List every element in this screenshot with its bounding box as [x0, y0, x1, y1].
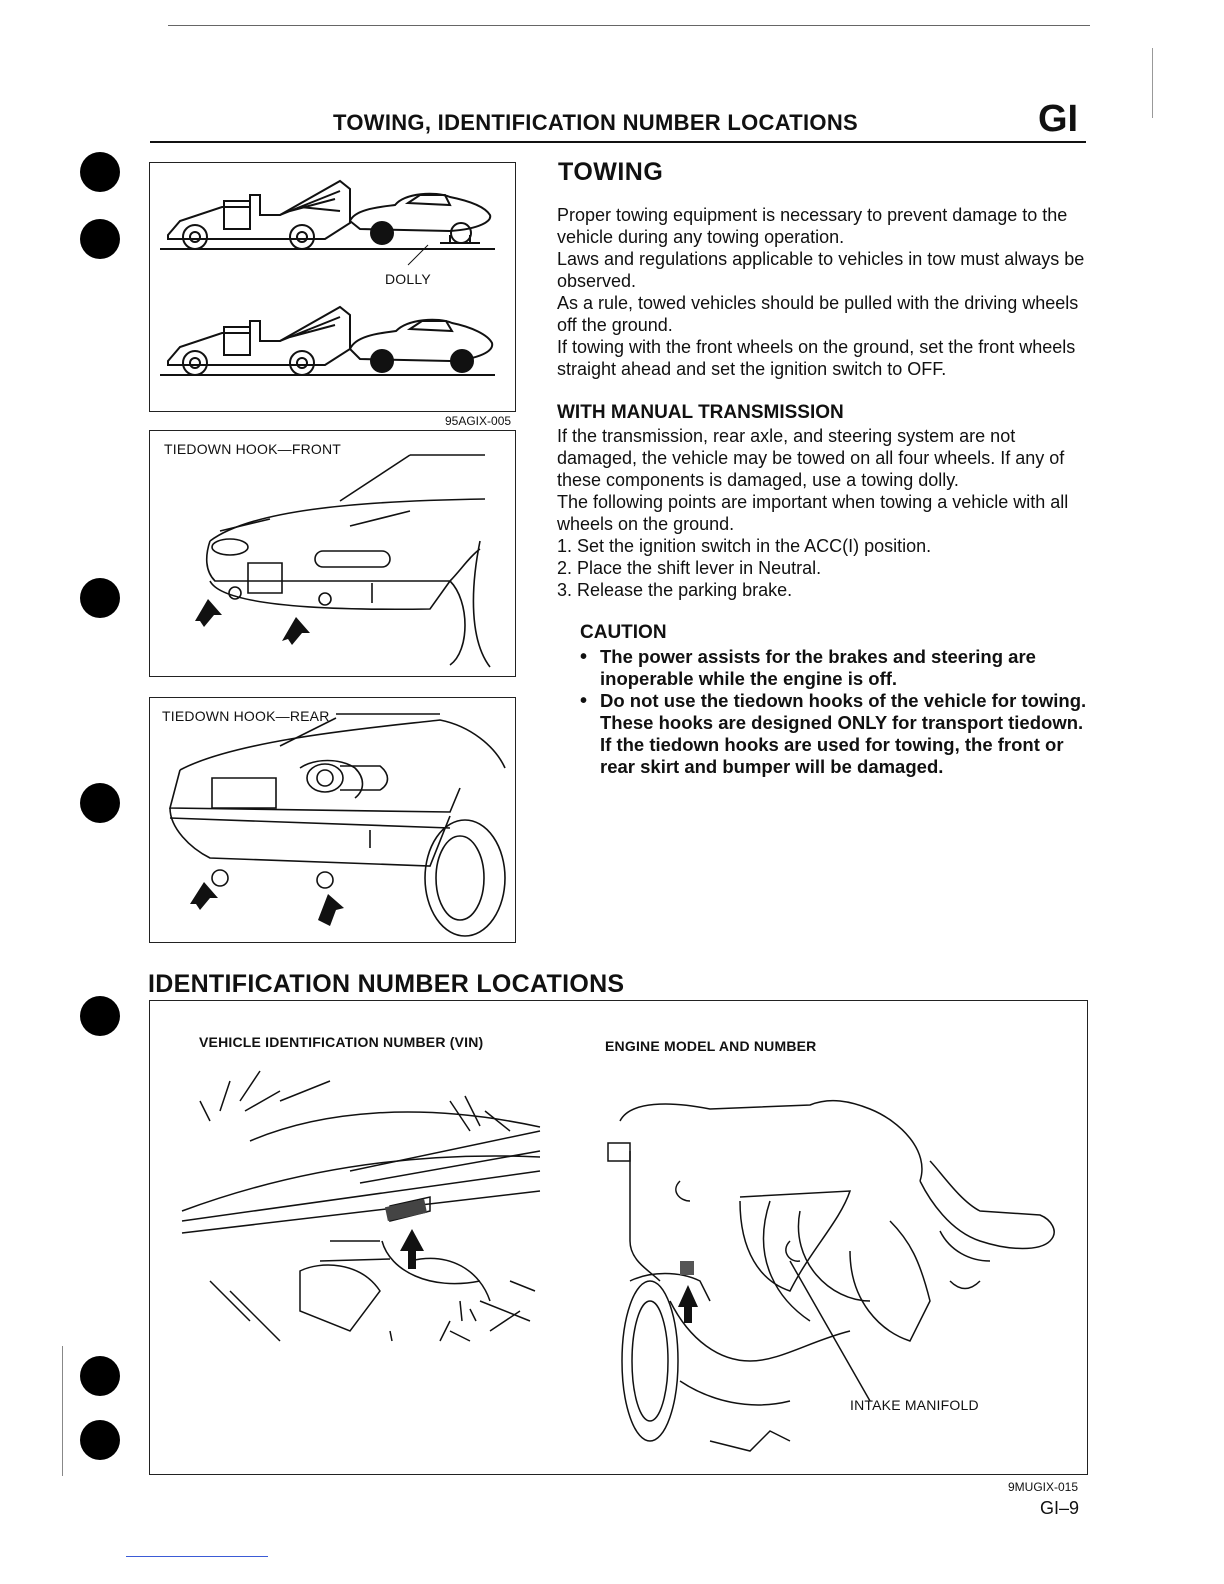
rear-hook-figure [149, 697, 516, 943]
towing-para-1: Proper towing equipment is necessary to prevent damage to the vehicle during any towing operation. [557, 205, 1068, 247]
binder-hole-6 [80, 1356, 120, 1396]
id-figure [149, 1000, 1088, 1475]
id-figure-code: 9MUGIX-015 [1008, 1480, 1079, 1494]
bottom-scan-line [126, 1556, 268, 1557]
binder-hole-5 [80, 996, 120, 1036]
page-number: GI–9 [1040, 1498, 1080, 1518]
towing-para-2: Laws and regulations applicable to vehicles in tow must always be observed. [557, 249, 1085, 291]
right-scan-mark [1152, 48, 1153, 118]
caution-heading: CAUTION [580, 622, 667, 643]
caution-item-1: • The power assists for the brakes and steering are inoperable while the engine is off. [578, 646, 1088, 690]
manual-para-1: If the transmission, rear axle, and steering system are not damaged, the vehicle may be towed on all four wheels. If any of these components is damaged, use a towing dolly. [557, 426, 1065, 490]
rear-hook-illustration [150, 698, 517, 944]
binder-hole-3 [80, 578, 120, 618]
binder-hole-7 [80, 1420, 120, 1460]
engine-label: ENGINE MODEL AND NUMBER [605, 1038, 817, 1054]
towing-figure [149, 162, 516, 412]
manual-step-3: 3. Release the parking brake. [557, 580, 793, 600]
caution-item-2: • Do not use the tiedown hooks of the vehicle for towing. These hooks are designed ONLY for transport tiedown. If the tiedown hooks are used for towing, the front or rear skirt and bumper will be damaged. [578, 690, 1088, 778]
header-rule [150, 141, 1086, 143]
towing-heading: TOWING [558, 158, 664, 186]
vin-label: VEHICLE IDENTIFICATION NUMBER (VIN) [199, 1034, 484, 1050]
towing-figure-code: 95AGIX-005 [445, 414, 512, 428]
tow-truck-illustration [150, 163, 517, 413]
vin-illustration [150, 1001, 1089, 1476]
front-hook-illustration [150, 431, 517, 678]
towing-para-3: As a rule, towed vehicles should be pulled with the driving wheels off the ground. [557, 293, 1079, 335]
towing-para-4: If towing with the front wheels on the ground, set the front wheels straight ahead and set the ignition switch to OFF. [557, 337, 1076, 379]
manual-heading: WITH MANUAL TRANSMISSION [557, 402, 844, 423]
front-hook-figure [149, 430, 516, 677]
left-margin-mark [62, 1346, 63, 1476]
manual-step-2: 2. Place the shift lever in Neutral. [557, 558, 822, 578]
top-scan-line [168, 25, 1090, 26]
binder-hole-1 [80, 152, 120, 192]
front-hook-label: TIEDOWN HOOK—FRONT [164, 441, 342, 457]
binder-hole-4 [80, 783, 120, 823]
dolly-label: DOLLY [385, 271, 431, 287]
caution-list [578, 646, 1088, 778]
intake-manifold-label: INTAKE MANIFOLD [850, 1397, 979, 1413]
page-title: TOWING, IDENTIFICATION NUMBER LOCATIONS [333, 110, 859, 135]
section-code: GI [1038, 98, 1079, 140]
binder-hole-2 [80, 219, 120, 259]
manual-step-1: 1. Set the ignition switch in the ACC(I) position. [557, 536, 932, 556]
rear-hook-label: TIEDOWN HOOK—REAR [162, 708, 330, 724]
id-section-heading: IDENTIFICATION NUMBER LOCATIONS [148, 970, 625, 998]
manual-section [557, 425, 1087, 601]
towing-intro [557, 204, 1087, 380]
manual-para-2: The following points are important when towing a vehicle with all wheels on the ground. [557, 492, 1069, 534]
